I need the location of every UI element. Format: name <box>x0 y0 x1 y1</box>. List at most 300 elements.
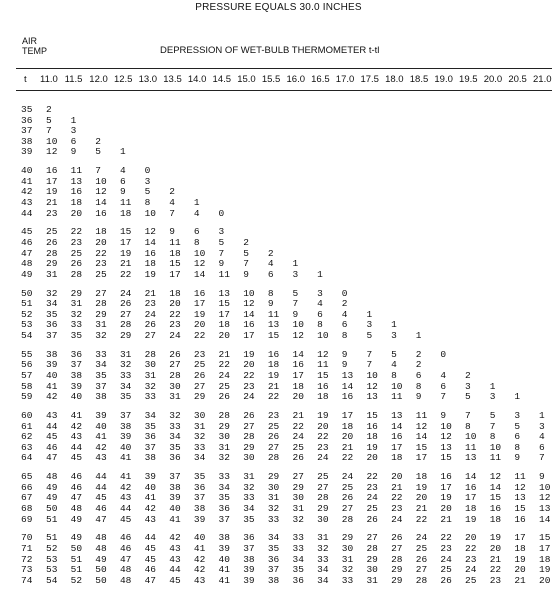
table-cell: 30 <box>144 359 156 371</box>
table-cell: 14 <box>465 471 477 483</box>
table-cell: 41 <box>119 471 132 483</box>
table-cell: 32 <box>243 481 255 493</box>
column-header: 17.5 <box>360 74 379 85</box>
table-cell: 19 <box>119 247 132 259</box>
table-cell: 1 <box>415 330 422 341</box>
table-cell: 40 <box>70 391 83 403</box>
table-cell: 37 <box>243 543 255 554</box>
table-cell: 3 <box>489 391 496 403</box>
table-cell: 19 <box>193 308 206 320</box>
table-cell: 49 <box>95 553 107 565</box>
table-cell: 22 <box>317 431 329 443</box>
table-cell: 9 <box>119 186 126 198</box>
table-cell: 10 <box>489 441 502 453</box>
table-cell: 36 <box>70 348 83 360</box>
column-header: 21.0 <box>533 74 552 85</box>
table-cell: 26 <box>193 370 206 381</box>
table-cell: 45 <box>144 553 156 565</box>
table-cell: 3 <box>514 410 521 421</box>
table-cell: 17 <box>119 237 132 248</box>
table-cell: 12 <box>317 348 329 360</box>
table-cell: 32 <box>317 543 329 554</box>
table-cell: 39 <box>46 359 58 371</box>
table-cell: 37 <box>193 492 206 504</box>
table-cell: 2 <box>415 348 422 360</box>
table-cell: 8 <box>465 420 471 432</box>
column-header: 12.0 <box>89 74 108 85</box>
table-cell: 31 <box>317 532 329 544</box>
table-cell: 11 <box>218 268 230 280</box>
table-cell: 31 <box>366 574 378 586</box>
table-cell: 25 <box>46 226 58 238</box>
table-cell: 32 <box>169 410 181 421</box>
table-cell: 34 <box>119 380 132 392</box>
table-cell: 6 <box>267 268 274 280</box>
table-cell: 4 <box>317 298 323 310</box>
table-cell: 30 <box>341 543 354 554</box>
table-cell: 43 <box>144 513 156 525</box>
table-cell: 38 <box>46 348 58 360</box>
table-cell: 8 <box>514 441 521 453</box>
table-cell: 36 <box>46 319 58 331</box>
table-cell: 10 <box>95 175 107 187</box>
table-cell: 50 <box>95 574 107 586</box>
table-cell: 45 <box>70 452 83 464</box>
air-temp-cell: 37 <box>21 125 33 137</box>
table-cell: 11 <box>70 165 83 177</box>
table-cell: 5 <box>46 114 52 126</box>
table-cell: 2 <box>341 298 348 310</box>
table-cell: 16 <box>70 186 83 198</box>
table-cell: 38 <box>193 503 206 514</box>
table-cell: 1 <box>489 380 496 392</box>
table-cell: 42 <box>193 553 206 565</box>
table-cell: 6 <box>440 380 447 392</box>
table-cell: 31 <box>218 441 230 453</box>
air-temp-cell: 74 <box>21 574 33 586</box>
table-cell: 21 <box>341 441 354 453</box>
table-cell: 15 <box>489 492 502 504</box>
table-cell: 20 <box>193 319 206 331</box>
table-cell: 29 <box>267 471 280 483</box>
table-cell: 27 <box>366 532 378 544</box>
table-cell: 28 <box>317 492 329 504</box>
air-temp-cell: 39 <box>21 146 33 158</box>
table-cell: 10 <box>366 370 378 381</box>
table-cell: 18 <box>169 247 181 259</box>
table-cell: 33 <box>341 574 354 586</box>
column-header: 15.0 <box>237 74 256 85</box>
table-cell: 41 <box>193 543 206 554</box>
air-temp-cell: 68 <box>21 503 33 514</box>
table-cell: 11 <box>514 471 526 483</box>
table-cell: 16 <box>465 481 477 493</box>
table-cell: 49 <box>46 481 58 493</box>
table-cell: 47 <box>119 553 132 565</box>
table-cell: 47 <box>70 492 83 504</box>
table-cell: 32 <box>70 308 83 320</box>
table-cell: 17 <box>539 543 551 554</box>
table-cell: 53 <box>46 564 58 576</box>
table-cell: 25 <box>415 543 428 554</box>
table-cell: 32 <box>341 564 354 576</box>
table-cell: 15 <box>440 452 452 464</box>
column-header: 18.5 <box>409 74 429 85</box>
table-cell: 51 <box>70 564 83 576</box>
table-cell: 12 <box>193 258 206 270</box>
table-cell: 20 <box>489 543 502 554</box>
table-cell: 42 <box>169 532 181 544</box>
table-cell: 12 <box>366 380 378 392</box>
table-cell: 17 <box>465 492 477 504</box>
table-cell: 34 <box>243 503 255 514</box>
table-cell: 3 <box>391 330 397 341</box>
table-cell: 0 <box>440 348 447 360</box>
column-header-t: t <box>24 74 27 85</box>
table-cell: 17 <box>218 308 230 320</box>
table-cell: 26 <box>169 348 181 360</box>
table-cell: 13 <box>539 503 551 514</box>
table-cell: 7 <box>489 420 496 432</box>
table-cell: 38 <box>218 532 230 544</box>
table-cell: 29 <box>46 258 58 270</box>
table-cell: 22 <box>267 391 280 403</box>
table-cell: 16 <box>193 287 206 299</box>
table-cell: 22 <box>440 532 452 544</box>
table-cell: 15 <box>539 532 551 544</box>
table-cell: 39 <box>193 513 206 525</box>
table-cell: 34 <box>169 431 181 443</box>
table-cell: 10 <box>440 420 452 432</box>
table-cell: 5 <box>95 146 101 158</box>
table-cell: 21 <box>292 410 304 421</box>
table-cell: 35 <box>144 420 156 432</box>
table-cell: 26 <box>119 298 132 310</box>
table-cell: 38 <box>95 391 107 403</box>
table-cell: 13 <box>391 410 403 421</box>
column-header: 16.0 <box>286 74 305 85</box>
table-cell: 18 <box>317 391 329 403</box>
table-cell: 26 <box>218 391 230 403</box>
table-cell: 32 <box>46 287 58 299</box>
table-cell: 29 <box>341 532 354 544</box>
table-cell: 9 <box>70 146 77 158</box>
table-cell: 9 <box>440 410 447 421</box>
table-cell: 2 <box>169 186 175 198</box>
air-temp-cell: 35 <box>21 104 33 115</box>
table-cell: 18 <box>292 380 304 392</box>
depression-label: DEPRESSION OF WET-BULB THERMOMETER t-tl <box>160 45 380 56</box>
table-cell: 42 <box>193 564 206 576</box>
table-cell: 20 <box>70 207 83 219</box>
table-cell: 6 <box>514 431 521 443</box>
table-cell: 17 <box>415 452 428 464</box>
table-cell: 32 <box>218 452 230 464</box>
table-cell: 37 <box>144 441 156 453</box>
table-cell: 12 <box>440 431 452 443</box>
table-cell: 1 <box>119 146 126 158</box>
table-cell: 26 <box>292 452 304 464</box>
table-cell: 12 <box>539 492 551 504</box>
table-cell: 12 <box>46 146 58 158</box>
table-cell: 37 <box>218 513 230 525</box>
table-cell: 24 <box>144 308 156 320</box>
table-cell: 12 <box>415 420 428 432</box>
table-cell: 4 <box>193 207 200 219</box>
table-cell: 22 <box>465 543 477 554</box>
table-cell: 44 <box>144 532 156 544</box>
column-header: 20.5 <box>508 74 527 85</box>
table-cell: 14 <box>415 431 428 443</box>
table-cell: 16 <box>366 420 378 432</box>
air-temp-cell: 61 <box>21 420 33 432</box>
table-cell: 40 <box>169 503 181 514</box>
table-cell: 15 <box>119 226 132 238</box>
table-cell: 3 <box>218 226 225 238</box>
table-cell: 22 <box>70 226 83 238</box>
table-cell: 21 <box>46 197 58 208</box>
table-cell: 43 <box>46 410 58 421</box>
table-cell: 14 <box>341 380 354 392</box>
table-cell: 28 <box>415 574 428 586</box>
air-temp-cell: 58 <box>21 380 33 392</box>
table-cell: 50 <box>46 503 58 514</box>
table-cell: 25 <box>70 247 83 259</box>
table-cell: 30 <box>366 564 378 576</box>
table-cell: 32 <box>119 359 132 371</box>
table-cell: 36 <box>243 532 255 544</box>
table-cell: 28 <box>119 319 132 331</box>
table-cell: 29 <box>218 420 230 432</box>
table-cell: 4 <box>169 197 175 208</box>
table-cell: 17 <box>46 175 58 187</box>
table-cell: 22 <box>119 268 132 280</box>
air-temp-cell: 36 <box>21 114 33 126</box>
table-cell: 18 <box>95 226 107 238</box>
table-cell: 34 <box>267 532 280 544</box>
table-cell: 38 <box>70 370 83 381</box>
table-cell: 31 <box>243 471 255 483</box>
table-cell: 22 <box>391 492 403 504</box>
table-cell: 54 <box>46 574 58 586</box>
air-label-line2: TEMP <box>22 46 48 56</box>
table-cell: 46 <box>70 481 83 493</box>
table-cell: 29 <box>391 574 403 586</box>
table-cell: 36 <box>169 452 181 464</box>
table-cell: 24 <box>391 513 403 525</box>
table-cell: 22 <box>366 471 378 483</box>
air-temp-cell: 51 <box>21 298 33 310</box>
table-cell: 37 <box>119 410 132 421</box>
table-cell: 15 <box>218 298 230 310</box>
table-cell: 45 <box>119 513 132 525</box>
table-cell: 45 <box>95 492 107 504</box>
table-cell: 35 <box>70 330 83 341</box>
table-cell: 20 <box>292 391 304 403</box>
table-cell: 40 <box>95 420 107 432</box>
table-cell: 23 <box>70 237 83 248</box>
table-cell: 34 <box>317 564 329 576</box>
table-cell: 47 <box>144 574 156 586</box>
table-cell: 31 <box>292 503 304 514</box>
table-cell: 22 <box>218 359 230 371</box>
table-cell: 45 <box>46 431 58 443</box>
table-cell: 52 <box>70 574 83 586</box>
table-cell: 13 <box>514 492 526 504</box>
table-cell: 29 <box>95 308 107 320</box>
table-cell: 10 <box>391 380 403 392</box>
table-cell: 0 <box>218 207 225 219</box>
table-cell: 49 <box>70 513 83 525</box>
table-cell: 26 <box>267 431 280 443</box>
table-cell: 2 <box>415 359 422 371</box>
table-cell: 29 <box>366 553 378 565</box>
table-cell: 20 <box>465 532 477 544</box>
table-cell: 10 <box>144 207 156 219</box>
table-cell: 7 <box>539 452 545 464</box>
table-cell: 8 <box>317 319 323 331</box>
table-cell: 23 <box>465 553 477 565</box>
air-temp-cell: 45 <box>21 226 33 238</box>
table-cell: 31 <box>144 370 156 381</box>
table-cell: 38 <box>144 452 156 464</box>
table-cell: 9 <box>218 258 225 270</box>
table-cell: 31 <box>341 553 354 565</box>
table-cell: 26 <box>341 492 354 504</box>
table-cell: 23 <box>46 207 58 219</box>
table-cell: 19 <box>539 564 551 576</box>
table-cell: 46 <box>46 441 58 453</box>
table-cell: 3 <box>70 125 77 137</box>
table-cell: 31 <box>267 492 280 504</box>
table-cell: 37 <box>95 380 107 392</box>
table-cell: 43 <box>193 574 206 586</box>
table-cell: 18 <box>514 543 526 554</box>
table-cell: 19 <box>267 370 280 381</box>
table-cell: 16 <box>144 247 156 259</box>
table-cell: 20 <box>169 298 181 310</box>
table-cell: 19 <box>440 492 452 504</box>
table-cell: 28 <box>95 298 107 310</box>
table-cell: 22 <box>193 330 206 341</box>
table-cell: 26 <box>70 258 83 270</box>
table-cell: 46 <box>70 471 83 483</box>
table-cell: 2 <box>267 247 274 259</box>
table-cell: 33 <box>218 471 230 483</box>
table-cell: 19 <box>317 410 329 421</box>
table-cell: 32 <box>292 513 304 525</box>
table-cell: 35 <box>193 471 206 483</box>
table-cell: 35 <box>169 441 181 453</box>
table-cell: 27 <box>144 330 156 341</box>
table-cell: 11 <box>489 452 502 464</box>
table-cell: 24 <box>465 564 477 576</box>
air-temp-cell: 42 <box>21 186 33 198</box>
table-cell: 29 <box>317 503 329 514</box>
table-cell: 10 <box>539 481 551 493</box>
table-cell: 33 <box>292 543 304 554</box>
table-cell: 16 <box>267 348 280 360</box>
table-cell: 29 <box>119 330 132 341</box>
table-cell: 34 <box>193 452 206 464</box>
table-cell: 9 <box>514 452 521 464</box>
table-cell: 18 <box>391 452 403 464</box>
table-cell: 27 <box>415 564 428 576</box>
table-cell: 20 <box>366 452 378 464</box>
table-cell: 51 <box>70 553 83 565</box>
table-cell: 9 <box>539 471 545 483</box>
table-cell: 14 <box>144 237 156 248</box>
table-cell: 21 <box>391 481 403 493</box>
table-cell: 48 <box>95 543 107 554</box>
column-header: 16.5 <box>311 74 330 85</box>
table-cell: 35 <box>218 492 230 504</box>
table-cell: 0 <box>341 287 348 299</box>
table-cell: 48 <box>119 564 132 576</box>
table-cell: 36 <box>292 574 304 586</box>
air-temp-cell: 64 <box>21 452 33 464</box>
table-cell: 4 <box>539 431 545 443</box>
table-cell: 49 <box>70 532 83 544</box>
table-cell: 29 <box>391 564 403 576</box>
table-cell: 42 <box>95 441 107 453</box>
table-cell: 24 <box>415 532 428 544</box>
table-cell: 11 <box>415 410 428 421</box>
column-header: 17.0 <box>335 74 355 85</box>
table-cell: 53 <box>46 553 58 565</box>
air-temp-cell: 71 <box>21 543 33 554</box>
table-cell: 17 <box>169 268 181 280</box>
table-cell: 41 <box>46 380 58 392</box>
table-cell: 18 <box>218 319 230 331</box>
table-cell: 30 <box>218 431 230 443</box>
table-cell: 5 <box>144 186 151 198</box>
table-cell: 24 <box>366 492 378 504</box>
table-cell: 48 <box>119 574 132 586</box>
column-header: 19.0 <box>434 74 453 85</box>
table-cell: 13 <box>341 370 354 381</box>
table-cell: 24 <box>317 452 329 464</box>
air-temp-cell: 73 <box>21 564 33 576</box>
table-cell: 5 <box>243 247 249 259</box>
table-cell: 26 <box>243 410 255 421</box>
table-cell: 12 <box>489 471 502 483</box>
table-cell: 23 <box>440 543 452 554</box>
table-cell: 4 <box>119 165 126 177</box>
table-cell: 46 <box>119 532 132 544</box>
table-cell: 21 <box>144 287 156 299</box>
table-cell: 33 <box>243 492 255 504</box>
air-temp-cell: 52 <box>21 308 33 320</box>
table-cell: 10 <box>243 287 255 299</box>
table-cell: 33 <box>267 513 280 525</box>
table-cell: 32 <box>193 431 206 443</box>
table-cell: 25 <box>193 359 206 371</box>
table-cell: 35 <box>267 543 280 554</box>
table-cell: 28 <box>391 553 403 565</box>
table-cell: 8 <box>193 237 200 248</box>
table-cell: 7 <box>440 391 447 403</box>
table-cell: 16 <box>391 431 403 443</box>
table-cell: 5 <box>465 391 471 403</box>
air-temp-cell: 69 <box>21 513 33 525</box>
table-cell: 31 <box>46 268 58 280</box>
air-temp-cell: 62 <box>21 431 33 443</box>
table-cell: 33 <box>292 532 304 544</box>
air-temp-cell: 46 <box>21 237 33 248</box>
table-cell: 34 <box>95 359 107 371</box>
table-cell: 27 <box>95 287 107 299</box>
